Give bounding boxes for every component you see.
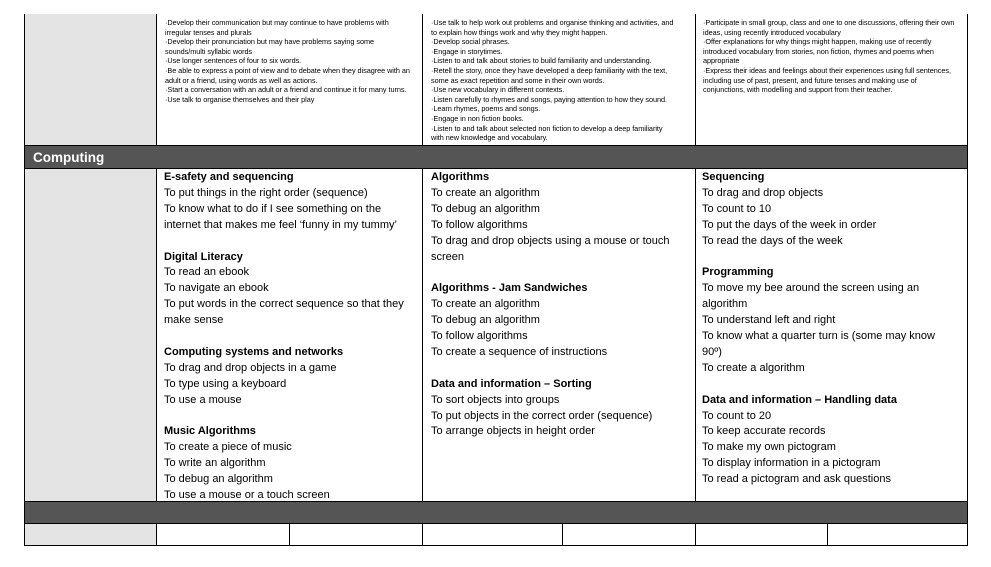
statement-line: ·Start a conversation with an adult or a friend and continue it for many turns.: [165, 85, 407, 95]
topic-heading: Computing systems and networks: [164, 345, 344, 358]
statement-line: ·Develop social phrases.: [431, 37, 510, 47]
statement-line: ·Use talk to organise themselves and their play: [165, 94, 315, 104]
topic-heading: E-safety and sequencing: [164, 171, 294, 183]
column-divider-2: [422, 14, 423, 146]
objective-line: 90º): [702, 345, 722, 358]
spacer: [164, 234, 420, 250]
statement-line: ·Engage in storytimes.: [431, 46, 503, 56]
objective-line: To put words in the correct sequence so that they: [164, 298, 404, 311]
objective-line: To debug an algorithm: [431, 314, 540, 327]
sub-column-divider-a: [289, 523, 290, 546]
section-title: Computing: [33, 150, 105, 165]
statement-line: including use of past, present, and future tenses and making use of: [703, 75, 917, 85]
spacer: [164, 329, 420, 345]
table-bottom-border: [24, 545, 968, 546]
objective-line: To know what to do if I see something on the: [164, 202, 382, 215]
objective-line: To type using a keyboard: [164, 377, 287, 390]
statement-line: ·Develop their communication but may continue to have problems with: [165, 18, 389, 27]
objective-line: To create a sequence of instructions: [431, 345, 608, 358]
statement-line: ·Use longer sentences of four to six words.: [165, 56, 302, 66]
objective-line: To put objects in the correct order (sequence): [431, 409, 653, 422]
objective-line: To put things in the right order (sequence): [164, 186, 368, 199]
objective-line: To write an algorithm: [164, 457, 266, 470]
sub-column-divider-c: [827, 523, 828, 546]
row-border-computing-top: [24, 168, 968, 169]
objective-line: To display information in a pictogram: [702, 457, 881, 470]
spacer: [431, 265, 693, 281]
computing-cell-col2: [431, 170, 693, 440]
row-border-empty-bottom: [24, 523, 968, 524]
statement-line: ·Develop their pronunciation but may have problems saying some: [165, 37, 375, 47]
statement-line: ·Participate in small group, class and one to one discussions, offering their own: [703, 18, 955, 27]
statement-line: conjunctions, with modelling and support from their teacher.: [703, 85, 893, 95]
column-divider-1c: [156, 523, 157, 546]
objective-line: To use a mouse: [164, 393, 242, 406]
top-cell-col1: [165, 18, 420, 104]
objective-line: To create an algorithm: [431, 298, 540, 311]
objective-line: To count to 10: [702, 202, 772, 215]
statement-line: ·Use talk to help work out problems and organise thinking and activities, and: [431, 18, 674, 27]
statement-line: ·Listen to and talk about stories to build familiarity and understanding.: [431, 56, 652, 66]
objective-line: To read an ebook: [164, 266, 250, 279]
statement-line: ·Listen to and talk about selected non fiction to develop a deep familiarity: [431, 123, 663, 133]
column-divider-1b: [156, 168, 157, 502]
objective-line: To create a algorithm: [702, 361, 805, 374]
statement-line: to explain how things work and why they might happen.: [431, 27, 608, 37]
objective-line: To keep accurate records: [702, 425, 826, 438]
empty-section-band: [24, 502, 968, 523]
column-divider-3: [695, 14, 696, 146]
spacer: [702, 250, 965, 266]
statement-line: sounds/multi syllabic words: [165, 46, 253, 56]
objective-line: To use a mouse or a touch screen: [164, 489, 330, 502]
objective-line: internet that makes me feel ‘funny in my tummy’: [164, 218, 397, 231]
statement-line: ·Be able to express a point of view and to debate when they disagree with an: [165, 65, 410, 75]
topic-heading: Programming: [702, 266, 774, 279]
objective-line: To drag and drop objects: [702, 186, 824, 199]
objective-line: To understand left and right: [702, 314, 836, 327]
objective-line: To count to 20: [702, 409, 772, 422]
objective-line: To put the days of the week in order: [702, 218, 877, 231]
objective-line: To sort objects into groups: [431, 393, 560, 406]
topic-heading: Sequencing: [702, 171, 765, 183]
sub-column-divider-b: [562, 523, 563, 546]
objective-line: To move my bee around the screen using an: [702, 282, 920, 295]
spacer: [702, 377, 965, 393]
statement-line: some as exact repetition and some in their own words.: [431, 75, 605, 85]
row-label-cell-top: [25, 14, 156, 145]
objective-line: make sense: [164, 314, 224, 327]
objective-line: To follow algorithms: [431, 330, 528, 343]
column-divider-2c: [422, 523, 423, 546]
statement-line: adult or a friend, using words as well as actions.: [165, 75, 318, 85]
statement-line: ·Offer explanations for why things might happen, making use of recently: [703, 37, 932, 47]
row-label-cell-bottom: [25, 524, 156, 545]
topic-heading: Music Algorithms: [164, 425, 256, 438]
statement-line: ·Use new vocabulary in different contexts.: [431, 85, 565, 95]
table-right-border: [967, 14, 968, 546]
objective-line: To debug an algorithm: [164, 473, 273, 486]
topic-heading: Digital Literacy: [164, 250, 243, 263]
row-label-cell-computing: [25, 169, 156, 501]
objective-line: To create an algorithm: [431, 186, 540, 199]
objective-line: To follow algorithms: [431, 218, 528, 231]
statement-line: ·Learn rhymes, poems and songs.: [431, 104, 541, 114]
objective-line: To create a piece of music: [164, 441, 292, 454]
statement-line: ·Engage in non fiction books.: [431, 113, 524, 123]
statement-line: ideas, using recently introduced vocabulary: [703, 27, 841, 37]
topic-heading: Algorithms: [431, 171, 490, 183]
column-divider-1: [156, 14, 157, 146]
row-border-top-bottom: [24, 145, 968, 146]
computing-cell-col3: [702, 170, 965, 488]
top-cell-col2: [431, 18, 693, 143]
spacer: [164, 409, 420, 425]
table-left-border: [24, 14, 25, 546]
top-cell-col3: [703, 18, 965, 95]
statement-line: ·Retell the story, once they have developed a deep familiarity with the text,: [431, 65, 668, 75]
objective-line: To know what a quarter turn is (some may know: [702, 330, 935, 343]
spacer: [431, 361, 693, 377]
statement-line: ·Listen carefully to rhymes and songs, paying attention to how they sound.: [431, 94, 668, 104]
column-divider-2b: [422, 168, 423, 502]
statement-line: ·Express their ideas and feelings about their experiences using full sentences,: [703, 65, 951, 75]
statement-line: appropriate: [703, 56, 740, 66]
objective-line: screen: [431, 250, 465, 263]
statement-line: irregular tenses and plurals: [165, 27, 252, 37]
objective-line: To read a pictogram and ask questions: [702, 473, 891, 486]
objective-line: To read the days of the week: [702, 234, 843, 247]
column-divider-3b: [695, 168, 696, 502]
column-divider-3c: [695, 523, 696, 546]
objective-line: To navigate an ebook: [164, 282, 269, 295]
objective-line: To drag and drop objects using a mouse or touch: [431, 234, 670, 247]
objective-line: To drag and drop objects in a game: [164, 361, 337, 374]
objective-line: To debug an algorithm: [431, 202, 540, 215]
topic-heading: Algorithms - Jam Sandwiches: [431, 282, 588, 295]
objective-line: algorithm: [702, 298, 748, 311]
topic-heading: Data and information – Sorting: [431, 377, 592, 390]
objective-line: To arrange objects in height order: [431, 425, 595, 438]
statement-line: with new knowledge and vocabulary.: [431, 133, 548, 143]
computing-cell-col1: [164, 170, 420, 504]
objective-line: To make my own pictogram: [702, 441, 836, 454]
statement-line: introduced vocabulary from stories, non fiction, rhymes and poems when: [703, 46, 934, 56]
topic-heading: Data and information – Handling data: [702, 393, 897, 406]
computing-section-band: [24, 146, 968, 168]
